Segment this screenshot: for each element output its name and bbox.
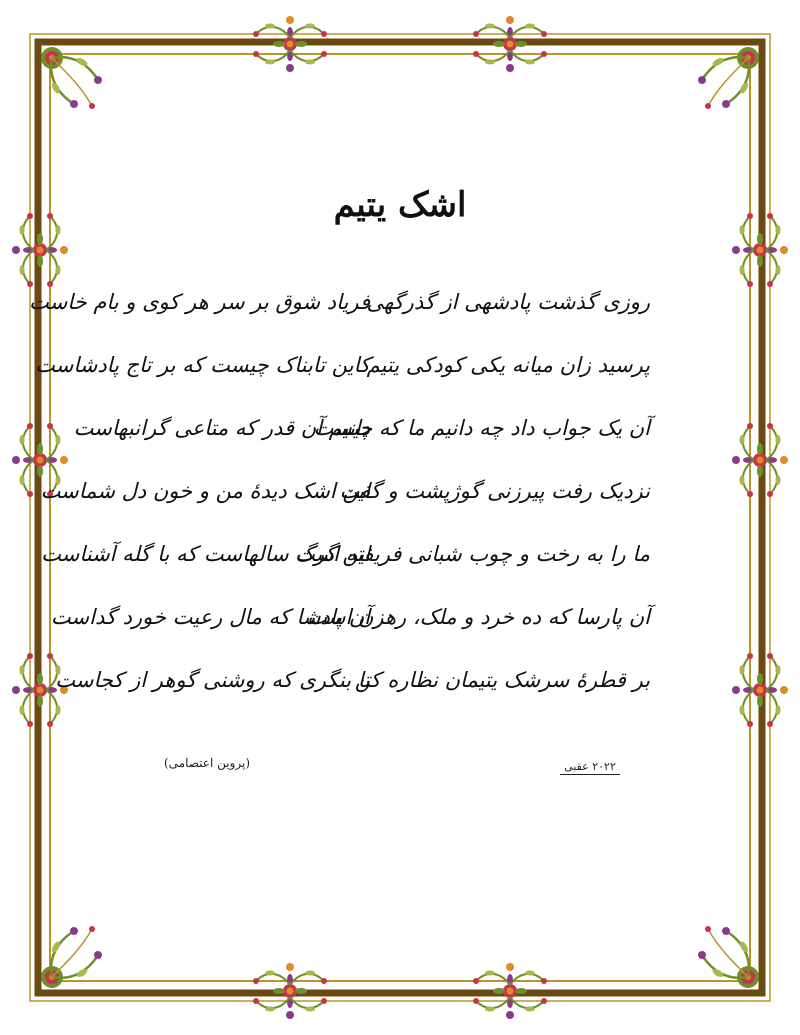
poet-signature: (پروین اعتصامی) — [163, 756, 250, 770]
verse-left-hemistich: آن پادشا که مال رعیت خورد گداست — [50, 605, 370, 629]
verse — [29, 290, 650, 353]
verse-right-hemistich: آن یک جواب داد چه دانیم ما که چیست — [313, 416, 650, 440]
verse — [35, 353, 650, 416]
verse-right-hemistich: نزدیک رفت پیرزنی گوژپشت و گفت — [339, 479, 650, 503]
verse-right-hemistich: پرسید زان میانه یکی کودکی یتیم — [366, 353, 650, 377]
verse-right-hemistich: بر قطرهٔ سرشک یتیمان نظاره کن — [354, 668, 650, 692]
verse-right-hemistich: روزی گذشت پادشهی از گذرگهی — [366, 290, 650, 314]
verse-left-hemistich: فریاد شوق بر سر هر کوی و بام خاست — [29, 290, 370, 314]
verse-left-hemistich: کاین تابناک چیست که بر تاج پادشاست — [35, 353, 370, 377]
verse — [40, 479, 650, 542]
verse — [50, 605, 650, 668]
verse — [55, 668, 650, 731]
verse-left-hemistich: این اشک دیدهٔ من و خون دل شماست — [40, 479, 370, 503]
verse-left-hemistich: دانیم آن قدر که متاعی گرانبهاست — [73, 416, 370, 440]
poem-title: اشک یتیم — [333, 185, 467, 225]
verse-right-hemistich: آن پارسا که ده خرد و ملک، رهزن است — [307, 605, 650, 629]
verse-left-hemistich: تا بنگری که روشنی گوهر از کجاست — [55, 668, 370, 692]
verse-right-hemistich: ما را به رخت و چوب شبانی فریفته است — [294, 542, 650, 566]
year-mark: ۲۰۲۲ عقبی — [560, 760, 620, 775]
poem-body — [29, 290, 650, 731]
verse — [73, 416, 650, 479]
verse-left-hemistich: این گرگ سالهاست که با گله آشناست — [41, 542, 370, 566]
verse — [41, 542, 650, 605]
